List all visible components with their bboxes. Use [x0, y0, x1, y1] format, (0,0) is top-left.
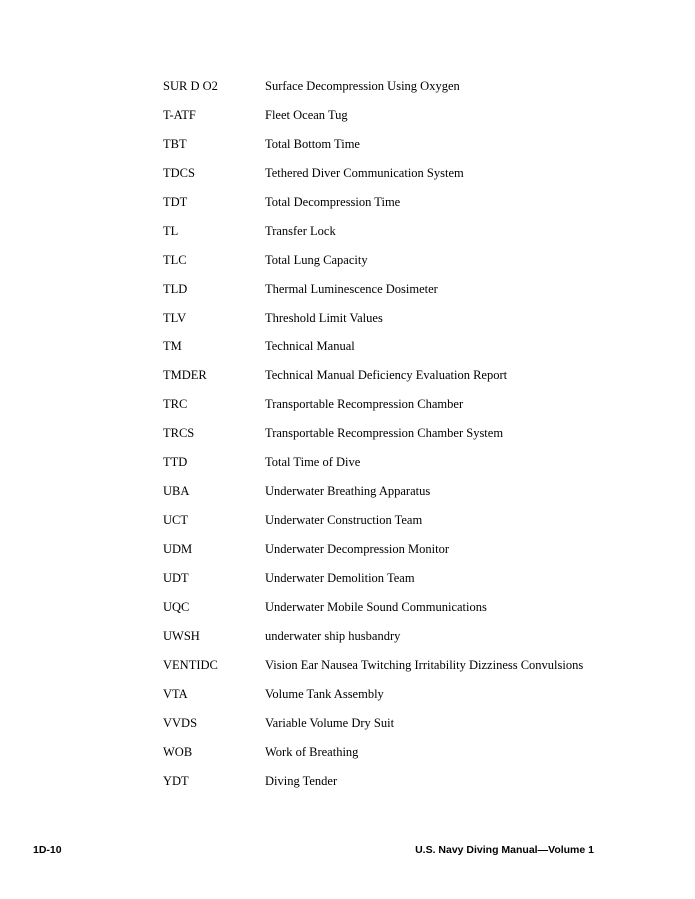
abbreviation-row: [163, 395, 633, 424]
abbreviation-row: [163, 164, 633, 193]
abbreviation-term: VVDS: [163, 715, 198, 730]
abbreviation-term: TDCS: [163, 165, 195, 180]
abbreviation-row: [163, 627, 633, 656]
abbreviation-definition: Underwater Construction Team: [265, 513, 423, 528]
abbreviation-row: [163, 540, 633, 569]
page-number: 1D-10: [33, 844, 62, 856]
abbreviation-definition: Total Time of Dive: [265, 455, 361, 470]
abbreviation-term: VENTIDC: [163, 657, 218, 672]
abbreviation-row: [163, 685, 633, 714]
abbreviation-term: TLV: [163, 310, 187, 325]
abbreviation-definition: Surface Decompression Using Oxygen: [265, 79, 460, 93]
abbreviation-term: TLD: [163, 281, 188, 296]
abbreviation-term: UBA: [163, 484, 190, 499]
abbreviation-row: [163, 743, 633, 772]
abbreviation-row: [163, 598, 633, 627]
abbreviation-row: [163, 482, 633, 511]
abbreviation-definition: Volume Tank Assembly: [265, 686, 384, 701]
abbreviation-definition: Total Decompression Time: [265, 194, 401, 209]
abbreviation-row: [163, 453, 633, 482]
abbreviation-definition: Underwater Decompression Monitor: [265, 542, 449, 556]
abbreviation-row: [163, 337, 633, 366]
abbreviation-row: [163, 280, 633, 309]
abbreviation-definition: Total Bottom Time: [265, 136, 360, 151]
abbreviation-definition: Underwater Demolition Team: [265, 570, 415, 585]
abbreviation-term: SUR D O2: [163, 79, 218, 93]
abbreviation-list: [163, 77, 633, 800]
abbreviation-definition: Technical Manual Deficiency Evaluation Report: [265, 368, 508, 383]
abbreviation-definition: Diving Tender: [265, 773, 338, 788]
abbreviation-term: TMDER: [163, 368, 207, 383]
abbreviation-term: YDT: [163, 773, 189, 788]
abbreviation-row: [163, 193, 633, 222]
abbreviation-row: [163, 106, 633, 135]
abbreviation-term: T-ATF: [163, 107, 196, 122]
abbreviation-definition: Fleet Ocean Tug: [265, 107, 348, 122]
abbreviation-row: [163, 511, 633, 540]
abbreviation-row: [163, 251, 633, 280]
abbreviation-definition: Underwater Mobile Sound Communications: [265, 599, 487, 614]
abbreviation-row: [163, 714, 633, 743]
abbreviation-term: TM: [163, 339, 182, 354]
abbreviation-row: [163, 366, 633, 395]
abbreviation-term: TDT: [163, 194, 188, 209]
abbreviation-term: TLC: [163, 252, 187, 267]
abbreviation-definition: Transportable Recompression Chamber System: [265, 426, 504, 441]
abbreviation-row: [163, 222, 633, 251]
abbreviation-term: TBT: [163, 136, 187, 151]
abbreviation-row: [163, 772, 633, 801]
abbreviation-row: [163, 309, 633, 338]
abbreviation-definition: Total Lung Capacity: [265, 252, 368, 267]
abbreviation-definition: Underwater Breathing Apparatus: [265, 484, 431, 499]
abbreviation-term: TTD: [163, 455, 188, 470]
abbreviation-term: WOB: [163, 744, 193, 759]
abbreviation-row: [163, 135, 633, 164]
abbreviation-row: [163, 424, 633, 453]
manual-title: U.S. Navy Diving Manual—Volume 1: [415, 844, 594, 856]
abbreviation-definition: Variable Volume Dry Suit: [265, 715, 395, 730]
abbreviation-term: UWSH: [163, 628, 200, 643]
page-footer: [33, 843, 594, 857]
abbreviation-term: UDT: [163, 570, 189, 585]
abbreviation-definition: Transportable Recompression Chamber: [265, 397, 464, 412]
abbreviation-definition: Work of Breathing: [265, 744, 359, 759]
abbreviation-definition: Threshold Limit Values: [265, 310, 383, 325]
abbreviation-term: UQC: [163, 599, 190, 614]
abbreviation-row: [163, 656, 633, 685]
abbreviation-row: [163, 569, 633, 598]
abbreviation-definition: Transfer Lock: [265, 223, 336, 238]
abbreviation-row: [163, 77, 633, 106]
abbreviation-term: TL: [163, 223, 179, 238]
abbreviation-term: TRC: [163, 397, 188, 412]
abbreviation-term: UDM: [163, 542, 193, 556]
abbreviation-definition: Tethered Diver Communication System: [265, 165, 464, 180]
abbreviation-definition: underwater ship husbandry: [265, 628, 401, 643]
abbreviation-term: VTA: [163, 686, 188, 701]
abbreviation-definition: Technical Manual: [265, 339, 355, 354]
abbreviation-definition: Thermal Luminescence Dosimeter: [265, 281, 438, 296]
abbreviation-definition: Vision Ear Nausea Twitching Irritability Dizziness Convulsions: [265, 657, 584, 672]
abbreviation-term: UCT: [163, 513, 188, 528]
abbreviation-term: TRCS: [163, 426, 195, 441]
